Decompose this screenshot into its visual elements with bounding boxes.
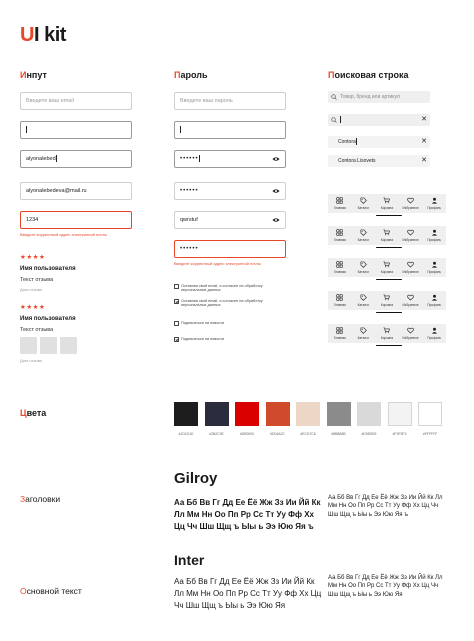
search-icon	[331, 94, 337, 100]
color-hex-label: #DB0000	[239, 432, 255, 436]
user-icon	[431, 197, 438, 204]
text-caret	[26, 126, 27, 133]
nav-item-cart[interactable]	[375, 194, 399, 213]
font-name-inter: Inter	[174, 552, 205, 568]
review-photo[interactable]	[40, 337, 57, 354]
home-indicator	[376, 215, 402, 216]
email-input-filled[interactable]: alyonalebedeva@mail.ru	[20, 182, 132, 200]
nav-item-home[interactable]	[328, 324, 352, 343]
color-hex-label: #2B2C3E	[209, 432, 224, 436]
user-icon	[431, 294, 438, 301]
heart-icon	[407, 229, 414, 236]
nav-item-home[interactable]	[328, 291, 352, 310]
nav-item-prof[interactable]	[422, 324, 446, 343]
heart-icon	[407, 294, 414, 301]
checkbox-box[interactable]	[174, 284, 179, 289]
home-indicator	[376, 279, 402, 280]
user-icon	[431, 327, 438, 334]
gilroy-alphabet-large: Аа Бб Вв Гг Дд Ее Ёё Жж Зз Ии Йй Кк Лл Мм Нн Оо Пп Рр Сс Тт Уу Фф Хх Цц Чч Шш Щщ ъ Ыы ь Ээ Юю Яя ъ	[174, 498, 321, 531]
font-name-gilroy: Gilroy	[174, 470, 218, 487]
page-title: UI kit	[20, 24, 66, 46]
close-icon[interactable]: ✕	[421, 116, 427, 123]
nav-item-label: Профиль	[427, 269, 442, 274]
nav-item-catalog[interactable]	[352, 324, 376, 343]
color-swatch	[388, 402, 412, 426]
color-swatch	[235, 402, 259, 426]
nav-item-prof[interactable]	[422, 194, 446, 213]
checkbox-box-checked[interactable]	[174, 299, 179, 304]
review-date: Дата отзыва	[20, 359, 42, 363]
nav-item-fav[interactable]	[399, 291, 423, 310]
bottom-nav-bar	[328, 226, 446, 245]
tag-icon	[360, 261, 367, 268]
nav-item-label: Избранное	[402, 269, 419, 274]
color-swatch	[266, 402, 290, 426]
search-input-placeholder[interactable]: Товар, бренд или артикул	[328, 91, 430, 103]
tag-icon	[360, 327, 367, 334]
color-hex-label: #8B8B8B	[331, 432, 346, 436]
nav-item-home[interactable]	[328, 194, 352, 213]
nav-item-label: Каталог	[357, 335, 370, 340]
newsletter-checkbox[interactable]: Подписаться на новости	[174, 321, 269, 325]
nav-item-label: Каталог	[357, 269, 370, 274]
heart-icon	[407, 197, 414, 204]
review-text: Текст отзыва	[20, 277, 54, 283]
section-body-text-title: Основной текст	[20, 586, 82, 596]
password-error-text: Введите корректный адрес электронной почты	[174, 261, 262, 266]
nav-item-cart[interactable]	[375, 226, 399, 245]
nav-item-label: Профиль	[427, 205, 442, 210]
heart-icon	[407, 261, 414, 268]
home-icon	[336, 294, 343, 301]
color-swatch	[327, 402, 351, 426]
checkbox-box[interactable]	[174, 321, 179, 326]
review-photo[interactable]	[60, 337, 77, 354]
color-swatch	[205, 402, 229, 426]
cart-icon	[383, 327, 390, 334]
review-user-name: Имя пользователя	[20, 266, 76, 272]
nav-item-cart[interactable]	[375, 324, 399, 343]
cart-icon	[383, 261, 390, 268]
section-inputs-title: Инпут	[20, 70, 47, 80]
home-icon	[336, 197, 343, 204]
password-input-focused[interactable]	[174, 121, 286, 139]
user-icon	[431, 261, 438, 268]
nav-item-cart[interactable]	[375, 291, 399, 310]
section-headings-title: Заголовки	[20, 494, 61, 504]
nav-item-label: Профиль	[427, 237, 442, 242]
home-indicator	[376, 247, 402, 248]
consent-checkbox[interactable]: Оставляя свой email, я согласен на обработку персональных данных	[174, 284, 269, 293]
review-date: Дата отзыва	[20, 288, 42, 292]
nav-item-prof[interactable]	[422, 258, 446, 277]
gilroy-alphabet-small: Аа Бб Вв Гг Дд Ее Ёё Жж Зз Ии Йй Кк Лл Мм Нн Оо Пп Рр Сс Тт Уу Фф Хх Цц Чч Шш Щщ ъ Ыы ь Ээ Юю Яя ъ	[328, 495, 443, 518]
cart-icon	[383, 229, 390, 236]
nav-item-label: Каталог	[357, 237, 370, 242]
cart-icon	[383, 294, 390, 301]
bottom-nav-bar	[328, 291, 446, 310]
nav-item-label: Избранное	[402, 237, 419, 242]
consent-checkbox-checked[interactable]: Оставляя свой email, я согласен на обработку персональных данных	[174, 299, 269, 308]
review-text: Текст отзыва	[20, 327, 54, 333]
nav-item-prof[interactable]	[422, 291, 446, 310]
nav-item-label: Корзина	[380, 237, 394, 242]
bottom-nav-bar	[328, 258, 446, 277]
section-colors-title: Цвета	[20, 408, 47, 418]
tag-icon	[360, 229, 367, 236]
color-swatch	[296, 402, 320, 426]
color-hex-label: #F3F3F3	[392, 432, 407, 436]
nav-item-label: Главная	[333, 269, 346, 274]
section-password-title: Пароль	[174, 70, 208, 80]
search-input-typing[interactable]: Contora ✕	[328, 136, 430, 148]
nav-item-label: Главная	[333, 302, 346, 307]
nav-item-home[interactable]	[328, 226, 352, 245]
password-input-typing[interactable]: ••••••	[174, 150, 286, 168]
home-indicator	[376, 312, 402, 313]
color-hex-label: #FFFFFF	[422, 432, 438, 436]
section-search-title: Поисковая строка	[328, 70, 409, 80]
close-icon[interactable]: ✕	[421, 138, 427, 145]
bottom-nav-bar	[328, 324, 446, 343]
inter-alphabet-large: Аа Бб Вв Гг Дд Ее Ёё Жж Зз Ии Йй Кк Лл Мм Нн Оо Пп Рр Сс Тт Уу Фф Хх Цц Чч Шш Щщ ъ Ыы ь Ээ Юю Яя	[174, 577, 322, 610]
color-swatch	[174, 402, 198, 426]
nav-item-fav[interactable]	[399, 324, 423, 343]
email-error-text: Введите корректный адрес электронной почты	[20, 232, 108, 237]
color-hex-label: #D04A2C	[270, 432, 285, 436]
nav-item-label: Корзина	[380, 302, 394, 307]
home-icon	[336, 261, 343, 268]
email-input-typing[interactable]: alyonalebed	[20, 150, 132, 168]
review-photo[interactable]	[20, 337, 37, 354]
eye-icon[interactable]	[272, 188, 280, 194]
nav-item-fav[interactable]	[399, 226, 423, 245]
nav-item-label: Избранное	[402, 205, 419, 210]
nav-item-label: Профиль	[427, 335, 442, 340]
color-swatch	[418, 402, 442, 426]
nav-item-label: Избранное	[402, 302, 419, 307]
nav-item-label: Избранное	[402, 335, 419, 340]
eye-icon[interactable]	[272, 156, 280, 162]
review-user-name: Имя пользователя	[20, 316, 76, 322]
review-stars: ★★★★	[20, 304, 46, 311]
home-indicator	[376, 345, 402, 346]
nav-item-fav[interactable]	[399, 194, 423, 213]
nav-item-label: Корзина	[380, 269, 394, 274]
tag-icon	[360, 197, 367, 204]
color-swatch	[357, 402, 381, 426]
home-icon	[336, 327, 343, 334]
color-hex-label: #1D1D1D	[178, 432, 194, 436]
nav-item-label: Главная	[333, 335, 346, 340]
inter-alphabet-small: Аа Бб Вв Гг Дд Ее Ёё Жж Зз Ии Йй Кк Лл Мм Нн Оо Пп Рр Сс Тт Уу Фф Хх Цц Чч Шш Щщ ъ Ыы ь Ээ Юю Яя	[328, 575, 443, 598]
email-input-placeholder[interactable]: Введите ваш email	[20, 92, 132, 110]
nav-item-label: Каталог	[357, 302, 370, 307]
close-icon[interactable]: ✕	[421, 157, 427, 164]
nav-item-catalog[interactable]	[352, 226, 376, 245]
password-input-masked[interactable]: ••••••	[174, 182, 286, 200]
checkbox-box-checked[interactable]	[174, 337, 179, 342]
home-icon	[336, 229, 343, 236]
password-input-placeholder[interactable]: Введите ваш пароль	[174, 92, 286, 110]
color-hex-label: #D9D9D9	[361, 432, 377, 436]
cart-icon	[383, 197, 390, 204]
email-input-focused[interactable]	[20, 121, 132, 139]
password-input-error[interactable]: ••••••	[174, 240, 286, 258]
nav-item-home[interactable]	[328, 258, 352, 277]
search-suggestion[interactable]: Contora Lisovets ✕	[328, 155, 430, 167]
nav-item-catalog[interactable]	[352, 291, 376, 310]
email-input-error[interactable]: 1234	[20, 211, 132, 229]
bottom-nav-bar	[328, 194, 446, 213]
user-icon	[431, 229, 438, 236]
nav-item-label: Каталог	[357, 205, 370, 210]
nav-item-catalog[interactable]	[352, 258, 376, 277]
nav-item-prof[interactable]	[422, 226, 446, 245]
nav-item-cart[interactable]	[375, 258, 399, 277]
color-hex-label: #ECD7C6	[300, 432, 316, 436]
review-stars: ★★★★	[20, 254, 46, 261]
password-input-visible[interactable]: qwrstuf	[174, 211, 286, 229]
search-icon	[331, 117, 337, 123]
eye-icon[interactable]	[272, 217, 280, 223]
search-input-focused[interactable]	[328, 114, 430, 126]
nav-item-label: Главная	[333, 237, 346, 242]
nav-item-catalog[interactable]	[352, 194, 376, 213]
tag-icon	[360, 294, 367, 301]
newsletter-checkbox-checked[interactable]: Подписаться на новости	[174, 337, 269, 341]
heart-icon	[407, 327, 414, 334]
nav-item-fav[interactable]	[399, 258, 423, 277]
nav-item-label: Корзина	[380, 205, 394, 210]
nav-item-label: Корзина	[380, 335, 394, 340]
nav-item-label: Профиль	[427, 302, 442, 307]
nav-item-label: Главная	[333, 205, 346, 210]
